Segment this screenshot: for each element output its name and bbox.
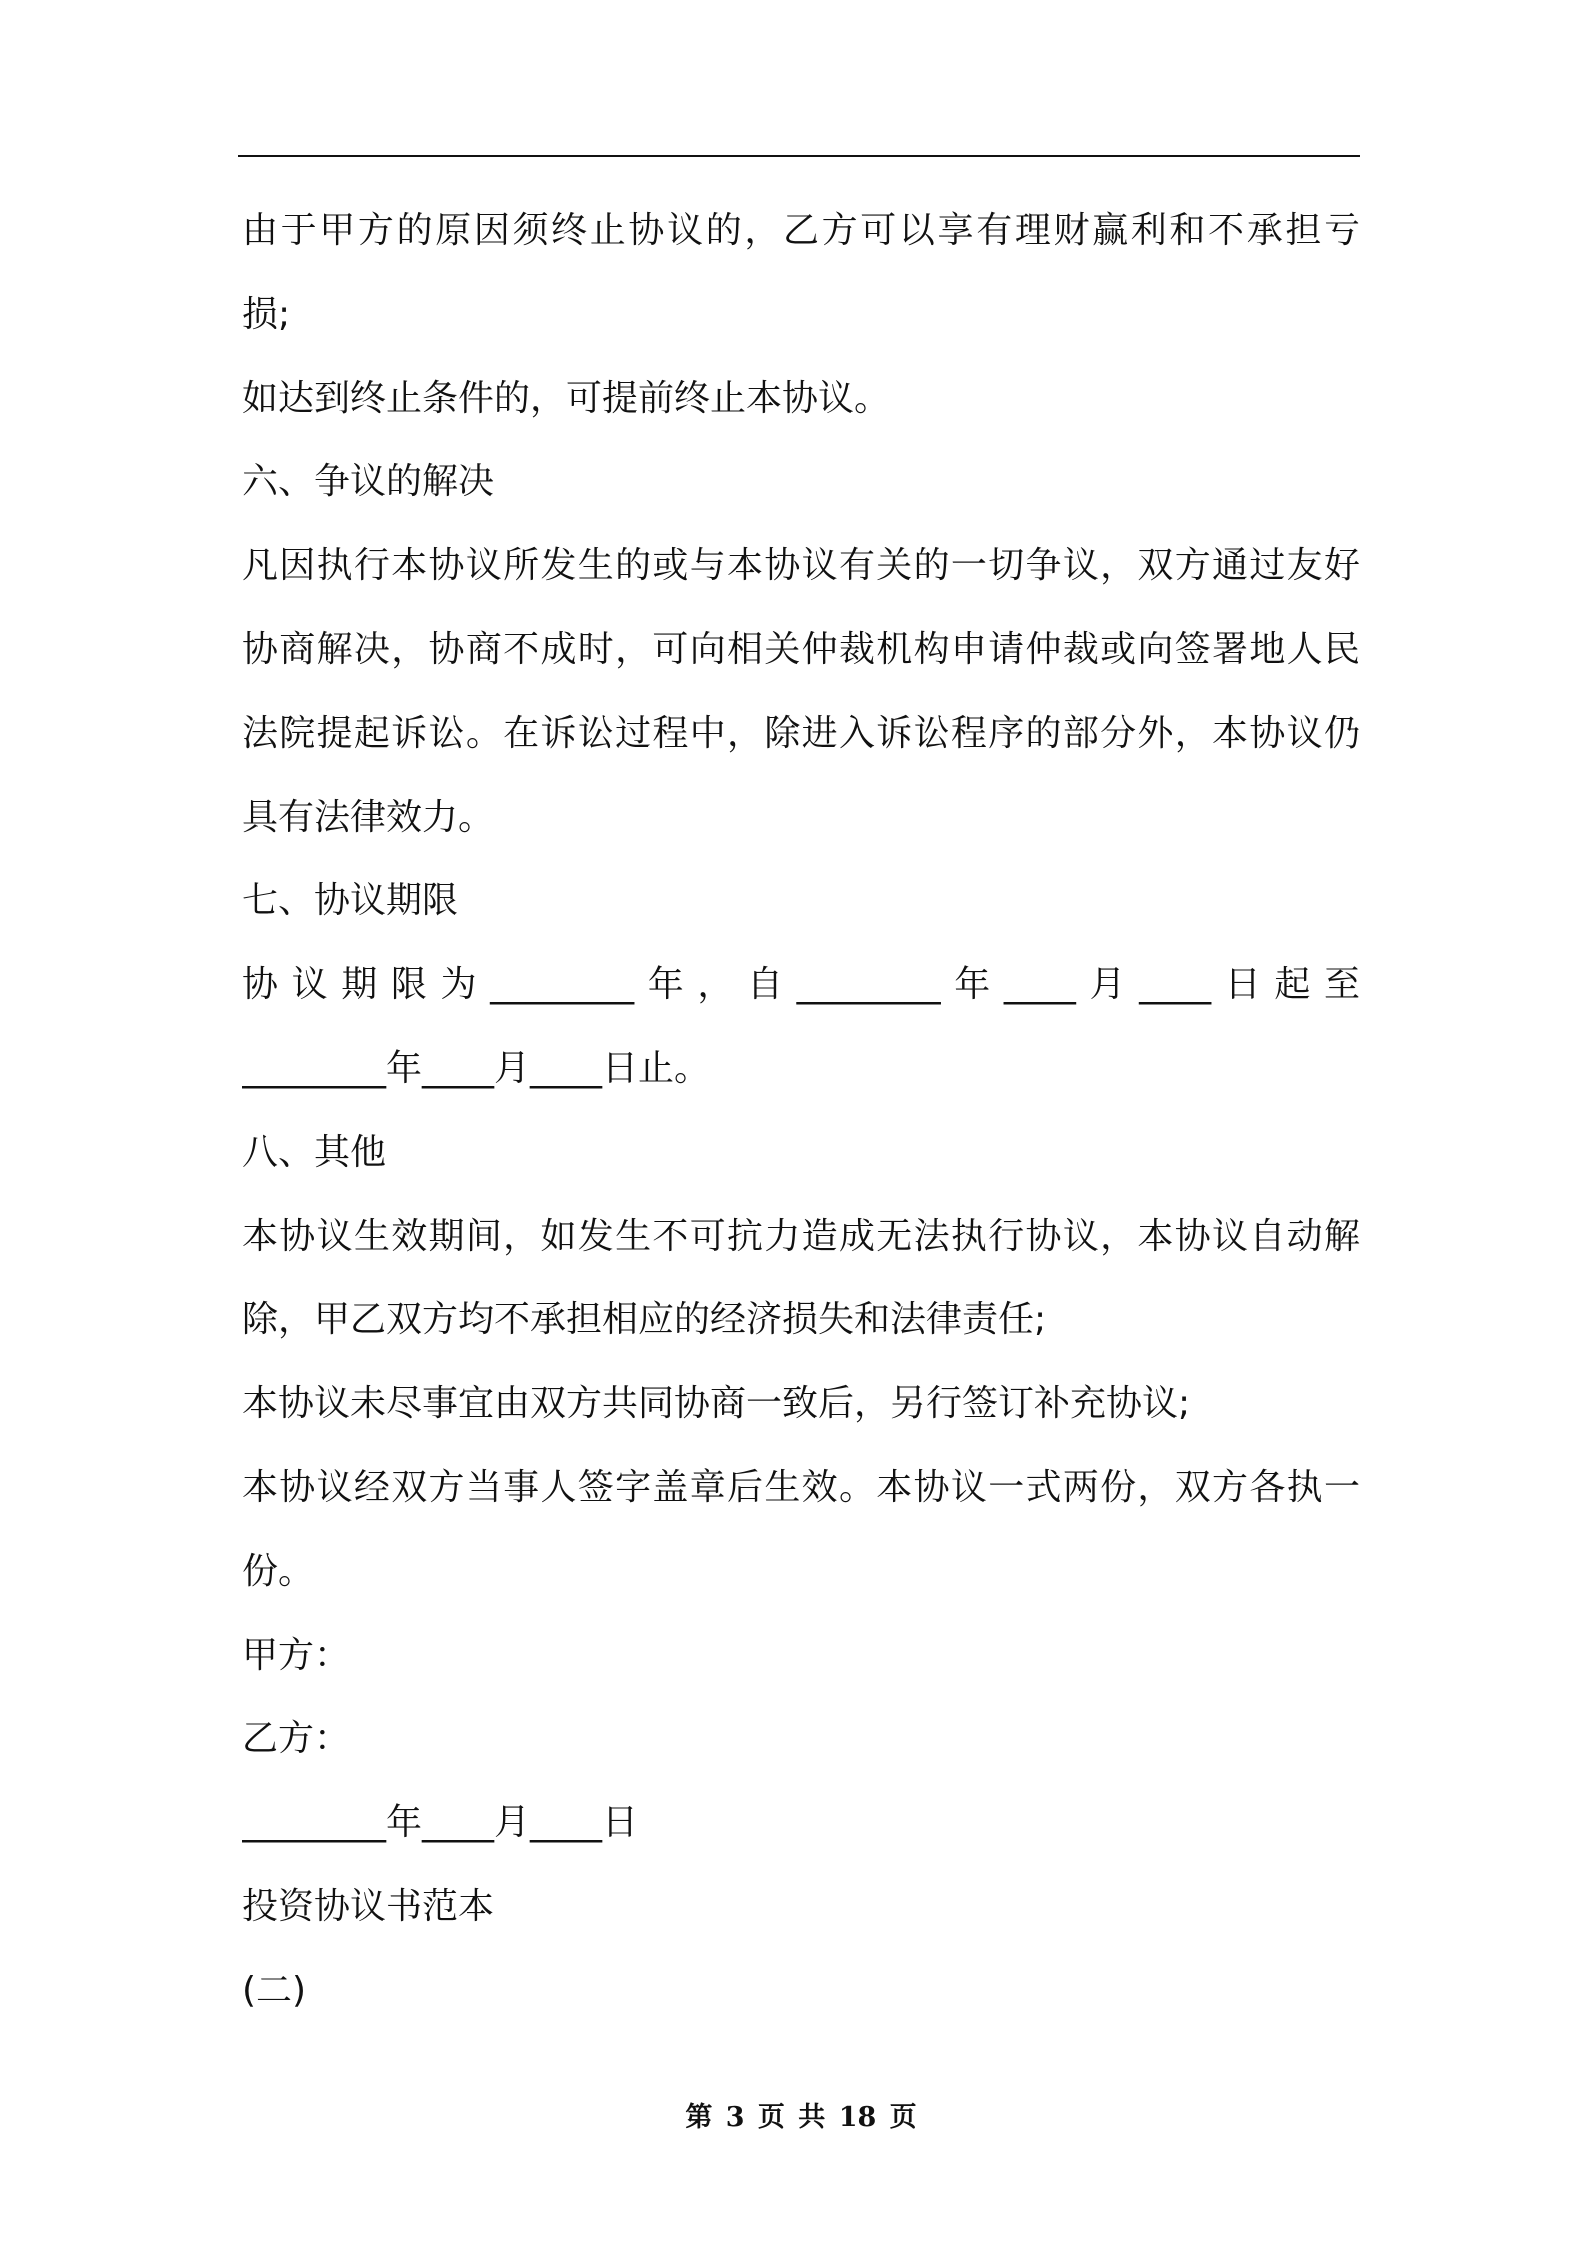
signature-date-line: ________年____月____日 — [242, 1802, 639, 1844]
section-7-body-line-2: ________年____月____日止。 — [242, 1047, 711, 1089]
section-8-clause-c-line-2: 份。 — [242, 1550, 315, 1592]
section-6-body-line-1: 凡因执行本协议所发生的或与本协议有关的一切争议，双方通过友好 — [242, 545, 1360, 587]
party-b-signature-label: 乙方： — [242, 1718, 351, 1760]
section-8-heading: 八、其他 — [242, 1131, 387, 1173]
section-7-body-line-1: 协议期限为________年，自________年____月____日起至 — [242, 964, 1360, 1006]
party-a-signature-label: 甲方： — [242, 1634, 351, 1676]
termination-clause-a-line-1: 由于甲方的原因须终止协议的，乙方可以享有理财赢利和不承担亏 — [242, 210, 1360, 251]
section-6-body-line-2: 协商解决，协商不成时，可向相关仲裁机构申请仲裁或向签署地人民 — [242, 628, 1360, 670]
section-8-clause-c-line-1: 本协议经双方当事人签字盖章后生效。本协议一式两份，双方各执一 — [242, 1466, 1360, 1508]
document-body — [242, 189, 1360, 2033]
section-7-heading: 七、协议期限 — [242, 880, 459, 922]
section-6-body-line-4: 具有法律效力。 — [242, 796, 495, 838]
section-6-heading: 六、争议的解决 — [242, 461, 495, 503]
section-6-body-line-3: 法院提起诉讼。在诉讼过程中，除进入诉讼程序的部分外，本协议仍 — [242, 712, 1360, 754]
section-8-clause-b: 本协议未尽事宜由双方共同协商一致后，另行签订补充协议; — [242, 1383, 1191, 1425]
section-8-clause-a-line-1: 本协议生效期间，如发生不可抗力造成无法执行协议，本协议自动解 — [242, 1215, 1360, 1257]
termination-clause-b: 如达到终止条件的，可提前终止本协议。 — [242, 377, 891, 419]
header-rule — [238, 155, 1360, 157]
next-document-subtitle: (二) — [242, 1969, 307, 2011]
next-document-title: 投资协议书范本 — [242, 1885, 495, 1927]
page-number: 第 3 页 共 18 页 — [685, 2102, 917, 2133]
section-8-clause-a-line-2: 除，甲乙双方均不承担相应的经济损失和法律责任; — [242, 1299, 1047, 1341]
termination-clause-a-line-2: 损; — [242, 293, 291, 335]
